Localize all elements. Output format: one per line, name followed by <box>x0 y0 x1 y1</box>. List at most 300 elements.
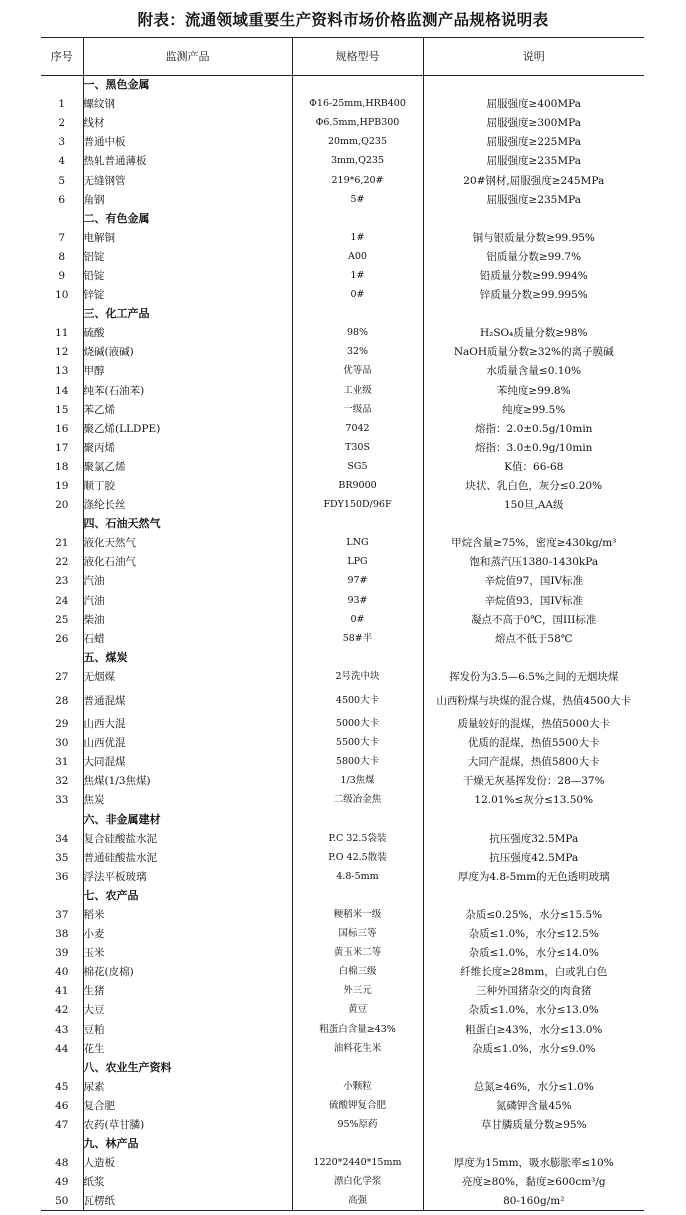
product-name: 棉花(皮棉) <box>83 963 292 982</box>
row-number: 44 <box>55 1042 69 1055</box>
product-name: 尿素 <box>83 1077 292 1096</box>
section-heading: 三、化工产品 <box>83 305 292 324</box>
product-name: 玉米 <box>83 944 292 963</box>
spec-cell <box>292 1135 423 1154</box>
table-row <box>41 476 644 495</box>
product-name: 锌锭 <box>83 286 292 305</box>
product-name: 汽油 <box>83 572 292 591</box>
row-number: 43 <box>55 1023 69 1036</box>
row-number: 48 <box>55 1157 69 1170</box>
row-number <box>41 886 83 905</box>
table-row <box>41 190 644 209</box>
product-name: 焦炭 <box>83 791 292 810</box>
table-row <box>41 95 644 114</box>
table-row <box>41 848 644 867</box>
table-row <box>41 553 644 572</box>
spec-cell: 粗蛋白含量≥43% <box>292 1020 423 1039</box>
row-number: 24 <box>55 594 69 607</box>
product-name: 柴油 <box>83 610 292 629</box>
product-name: 石蜡 <box>83 629 292 648</box>
spec-cell: 32% <box>292 343 423 362</box>
table-row <box>41 438 644 457</box>
table-row <box>41 1077 644 1096</box>
spec-cell: 5# <box>292 190 423 209</box>
table-body <box>41 76 644 1211</box>
product-name: 角钢 <box>83 190 292 209</box>
description-cell: 杂质≤0.25%，水分≤15.5% <box>423 905 644 924</box>
row-number: 50 <box>41 1192 83 1211</box>
spec-cell: BR9000 <box>292 476 423 495</box>
row-number <box>41 76 83 95</box>
section-heading: 八、农业生产资料 <box>83 1058 292 1077</box>
description-cell: 杂质≤1.0%，水分≤14.0% <box>423 944 644 963</box>
row-number <box>41 515 83 534</box>
header-description: 说明 <box>423 38 644 76</box>
row-number: 42 <box>55 1004 69 1017</box>
product-name: 普通中板 <box>83 133 292 152</box>
product-name: 花生 <box>83 1039 292 1058</box>
table-row <box>41 419 644 438</box>
table-row <box>41 753 644 772</box>
spec-cell: 1/3焦煤 <box>292 772 423 791</box>
product-name: 聚丙烯 <box>83 438 292 457</box>
row-number: 46 <box>55 1099 69 1112</box>
table-row <box>41 610 644 629</box>
table-row <box>41 1115 644 1134</box>
description-cell <box>423 515 644 534</box>
row-number: 10 <box>55 289 69 302</box>
spec-cell: 20mm,Q235 <box>292 133 423 152</box>
description-cell: 屈服强度≥235MPa <box>423 152 644 171</box>
description-cell: 铜与银质量分数≥99.95% <box>423 228 644 247</box>
description-cell: 干燥无灰基挥发份：28—37% <box>423 772 644 791</box>
spec-cell: 工业级 <box>292 381 423 400</box>
description-cell <box>423 209 644 228</box>
description-cell: 150旦,AA级 <box>423 496 644 515</box>
description-cell: 铝质量分数≥99.7% <box>423 247 644 266</box>
row-number: 49 <box>55 1176 69 1189</box>
table-row <box>41 905 644 924</box>
description-cell: 12.01%≤灰分≤13.50% <box>423 791 644 810</box>
spec-cell: LPG <box>292 553 423 572</box>
product-name: 涤纶长丝 <box>83 496 292 515</box>
row-number: 38 <box>55 928 69 941</box>
description-cell: 铅质量分数≥99.994% <box>423 266 644 285</box>
description-cell: 苯纯度≥99.8% <box>423 381 644 400</box>
spec-cell: 5800大卡 <box>292 753 423 772</box>
row-number: 4 <box>58 155 66 168</box>
description-cell: 辛烷值93，国IV标准 <box>423 591 644 610</box>
row-number: 1 <box>58 98 66 111</box>
spec-cell: 优等品 <box>292 362 423 381</box>
table-row <box>41 829 644 848</box>
page-title: 附表：流通领域重要生产资料市场价格监测产品规格说明表 <box>137 11 549 29</box>
description-cell: 挥发份为3.5—6.5%之间的无烟块煤 <box>423 667 644 686</box>
spec-cell: 3mm,Q235 <box>292 152 423 171</box>
product-name: 顺丁胶 <box>83 476 292 495</box>
product-name: 大豆 <box>83 1001 292 1020</box>
product-name: 苯乙烯 <box>83 400 292 419</box>
product-name: 农药(草甘膦) <box>83 1115 292 1134</box>
spec-cell: 粳稻米一级 <box>292 905 423 924</box>
product-name: 烧碱(液碱) <box>83 343 292 362</box>
row-number: 16 <box>55 422 69 435</box>
spec-cell: 219*6,20# <box>292 171 423 190</box>
row-number: 45 <box>55 1080 69 1093</box>
table-row <box>41 944 644 963</box>
row-number: 7 <box>58 231 66 244</box>
spec-cell: LNG <box>292 534 423 553</box>
table-row <box>41 925 644 944</box>
table-row <box>41 400 644 419</box>
description-cell: 熔点不低于58℃ <box>423 629 644 648</box>
product-name: 豆粕 <box>83 1020 292 1039</box>
table-row <box>41 963 644 982</box>
description-cell <box>423 886 644 905</box>
description-cell: 氮磷钾含量45% <box>423 1096 644 1115</box>
row-number <box>41 1135 83 1154</box>
spec-cell <box>292 648 423 667</box>
row-number <box>41 648 83 667</box>
product-name: 纯苯(石油苯) <box>83 381 292 400</box>
table-row <box>41 629 644 648</box>
description-cell: 屈服强度≥400MPa <box>423 95 644 114</box>
table-row <box>41 1020 644 1039</box>
table-row <box>41 591 644 610</box>
product-name: 瓦楞纸 <box>83 1192 292 1211</box>
product-name: 线材 <box>83 114 292 133</box>
section-row <box>41 648 644 667</box>
section-heading: 四、石油天然气 <box>83 515 292 534</box>
description-cell <box>423 1058 644 1077</box>
table-row <box>41 772 644 791</box>
description-cell: 山西粉煤与块煤的混合煤，热值4500大卡 <box>423 687 644 715</box>
description-cell: 熔指：2.0±0.5g/10min <box>423 419 644 438</box>
section-row <box>41 515 644 534</box>
description-cell <box>423 1135 644 1154</box>
spec-cell: 1# <box>292 228 423 247</box>
row-number <box>41 305 83 324</box>
table-row <box>41 867 644 886</box>
row-number: 8 <box>58 250 66 263</box>
spec-cell: 1220*2440*15mm <box>292 1154 423 1173</box>
table-row <box>41 1154 644 1173</box>
row-number: 29 <box>55 718 69 731</box>
description-cell: 屈服强度≥225MPa <box>423 133 644 152</box>
row-number: 33 <box>55 794 69 807</box>
spec-cell: 高强 <box>292 1192 423 1211</box>
row-number: 15 <box>55 403 69 416</box>
product-name: 焦煤(1/3焦煤) <box>83 772 292 791</box>
spec-cell: A00 <box>292 247 423 266</box>
description-cell: 亮度≥80%，黏度≥600cm³/g <box>423 1173 644 1192</box>
description-cell: 厚度为15mm，吸水膨胀率≤10% <box>423 1154 644 1173</box>
description-cell: 80-160g/m² <box>423 1192 644 1211</box>
spec-cell: SG5 <box>292 457 423 476</box>
spec-cell <box>292 209 423 228</box>
row-number <box>41 209 83 228</box>
header-no: 序号 <box>41 38 83 76</box>
table-row <box>41 687 644 715</box>
row-number: 37 <box>55 908 69 921</box>
section-heading: 二、有色金属 <box>83 209 292 228</box>
description-cell: 辛烷值97，国IV标准 <box>423 572 644 591</box>
product-name: 甲醇 <box>83 362 292 381</box>
spec-cell: 0# <box>292 610 423 629</box>
product-name: 热轧普通薄板 <box>83 152 292 171</box>
table-row <box>41 572 644 591</box>
row-number: 5 <box>58 174 66 187</box>
product-name: 浮法平板玻璃 <box>83 867 292 886</box>
row-number: 22 <box>55 556 69 569</box>
table-row <box>41 133 644 152</box>
spec-cell <box>292 810 423 829</box>
spec-cell: 1# <box>292 266 423 285</box>
header-product: 监测产品 <box>83 38 292 76</box>
row-number: 3 <box>58 136 66 149</box>
description-cell: 20#钢材,屈服强度≥245MPa <box>423 171 644 190</box>
row-number: 20 <box>55 499 69 512</box>
row-number: 34 <box>55 832 69 845</box>
table-row <box>41 982 644 1001</box>
spec-cell: 95%原药 <box>292 1115 423 1134</box>
row-number: 11 <box>55 327 69 340</box>
table-row <box>41 1001 644 1020</box>
table-row <box>41 496 644 515</box>
description-cell: 草甘膦质量分数≥95% <box>423 1115 644 1134</box>
product-name: 复合硅酸盐水泥 <box>83 829 292 848</box>
spec-cell <box>292 886 423 905</box>
product-name: 无缝钢管 <box>83 171 292 190</box>
product-name: 普通混煤 <box>83 687 292 715</box>
spec-cell: 漂白化学浆 <box>292 1173 423 1192</box>
product-name: 聚乙烯(LLDPE) <box>83 419 292 438</box>
description-cell: 凝点不高于0℃，国III标准 <box>423 610 644 629</box>
spec-cell <box>292 76 423 95</box>
spec-cell: 外三元 <box>292 982 423 1001</box>
row-number: 27 <box>55 670 69 683</box>
table-row <box>41 362 644 381</box>
spec-cell: 0# <box>292 286 423 305</box>
spec-cell: 黄豆 <box>292 1001 423 1020</box>
description-cell: 粗蛋白≥43%，水分≤13.0% <box>423 1020 644 1039</box>
table-row <box>41 228 644 247</box>
row-number: 9 <box>58 269 66 282</box>
product-name: 电解铜 <box>83 228 292 247</box>
row-number: 19 <box>55 480 69 493</box>
row-number: 25 <box>55 613 69 626</box>
table-row <box>41 266 644 285</box>
product-name: 稻米 <box>83 905 292 924</box>
table-row <box>41 791 644 810</box>
row-number: 23 <box>55 575 69 588</box>
spec-cell: 5000大卡 <box>292 715 423 734</box>
row-number: 35 <box>55 851 69 864</box>
row-number: 30 <box>55 737 69 750</box>
section-heading: 一、黑色金属 <box>83 76 292 95</box>
spec-table <box>41 37 644 1211</box>
table-row <box>41 1039 644 1058</box>
spec-cell: 黄玉米二等 <box>292 944 423 963</box>
section-row <box>41 810 644 829</box>
product-name: 生猪 <box>83 982 292 1001</box>
product-name: 纸浆 <box>83 1173 292 1192</box>
section-row <box>41 886 644 905</box>
description-cell: 总氮≥46%，水分≤1.0% <box>423 1077 644 1096</box>
description-cell: 杂质≤1.0%，水分≤9.0% <box>423 1039 644 1058</box>
product-name: 普通硅酸盐水泥 <box>83 848 292 867</box>
row-number: 17 <box>55 441 69 454</box>
spec-cell: Φ6.5mm,HPB300 <box>292 114 423 133</box>
description-cell: 三种外国猪杂交的肉食猪 <box>423 982 644 1001</box>
spec-cell: FDY150D/96F <box>292 496 423 515</box>
description-cell: 块状、乳白色，灰分≤0.20% <box>423 476 644 495</box>
product-name: 人造板 <box>83 1154 292 1173</box>
spec-cell: P.C 32.5袋装 <box>292 829 423 848</box>
spec-cell: 93# <box>292 591 423 610</box>
spec-cell: 白棉三级 <box>292 963 423 982</box>
spec-cell: 2号洗中块 <box>292 667 423 686</box>
section-row <box>41 305 644 324</box>
description-cell: K值：66-68 <box>423 457 644 476</box>
row-number: 32 <box>55 775 69 788</box>
spec-cell: 4.8-5mm <box>292 867 423 886</box>
description-cell: 抗压强度32.5MPa <box>423 829 644 848</box>
description-cell: 抗压强度42.5MPa <box>423 848 644 867</box>
table-row <box>41 152 644 171</box>
table-row <box>41 1192 644 1211</box>
row-number: 21 <box>55 537 69 550</box>
description-cell: NaOH质量分数≥32%的离子膜碱 <box>423 343 644 362</box>
product-name: 大同混煤 <box>83 753 292 772</box>
row-number: 40 <box>55 966 69 979</box>
description-cell: 杂质≤1.0%，水分≤13.0% <box>423 1001 644 1020</box>
description-cell: 杂质≤1.0%，水分≤12.5% <box>423 925 644 944</box>
section-heading: 九、林产品 <box>83 1135 292 1154</box>
spec-cell: 4500大卡 <box>292 687 423 715</box>
description-cell: 屈服强度≥235MPa <box>423 190 644 209</box>
spec-cell: 97# <box>292 572 423 591</box>
table-row <box>41 734 644 753</box>
row-number: 13 <box>55 365 69 378</box>
row-number: 2 <box>58 117 66 130</box>
product-name: 螺纹钢 <box>83 95 292 114</box>
product-name: 液化石油气 <box>83 553 292 572</box>
header-spec: 规格型号 <box>292 38 423 76</box>
spec-cell: 58#半 <box>292 629 423 648</box>
row-number: 47 <box>55 1119 69 1132</box>
product-name: 小麦 <box>83 925 292 944</box>
table-row <box>41 171 644 190</box>
description-cell: 锌质量分数≥99.995% <box>423 286 644 305</box>
table-row <box>41 715 644 734</box>
table-row <box>41 286 644 305</box>
description-cell <box>423 810 644 829</box>
product-name: 山西大混 <box>83 715 292 734</box>
product-name: 铝锭 <box>83 247 292 266</box>
spec-cell: 油料花生米 <box>292 1039 423 1058</box>
product-name: 山西优混 <box>83 734 292 753</box>
section-row <box>41 1058 644 1077</box>
spec-cell: 硫酸钾复合肥 <box>292 1096 423 1115</box>
row-number: 39 <box>55 947 69 960</box>
section-row <box>41 209 644 228</box>
description-cell: 水质量含量≤0.10% <box>423 362 644 381</box>
spec-cell: T30S <box>292 438 423 457</box>
description-cell: 厚度为4.8-5mm的无色透明玻璃 <box>423 867 644 886</box>
table-row <box>41 381 644 400</box>
table-row <box>41 343 644 362</box>
description-cell: 优质的混煤，热值5500大卡 <box>423 734 644 753</box>
section-row <box>41 76 644 95</box>
spec-cell: P.O 42.5散装 <box>292 848 423 867</box>
product-name: 硫酸 <box>83 324 292 343</box>
description-cell <box>423 76 644 95</box>
table-row <box>41 534 644 553</box>
description-cell: 屈服强度≥300MPa <box>423 114 644 133</box>
description-cell: 大同产混煤，热值5800大卡 <box>423 753 644 772</box>
section-row <box>41 1135 644 1154</box>
table-row <box>41 247 644 266</box>
row-number: 12 <box>55 346 69 359</box>
product-name: 液化天然气 <box>83 534 292 553</box>
spec-cell: Φ16-25mm,HRB400 <box>292 95 423 114</box>
description-cell: 纯度≥99.5% <box>423 400 644 419</box>
section-heading: 六、非金属建材 <box>83 810 292 829</box>
spec-cell: 国标三等 <box>292 925 423 944</box>
row-number: 26 <box>55 632 69 645</box>
row-number: 31 <box>55 756 69 769</box>
product-name: 无烟煤 <box>83 667 292 686</box>
table-row <box>41 1173 644 1192</box>
product-name: 复合肥 <box>83 1096 292 1115</box>
product-name: 聚氯乙烯 <box>83 457 292 476</box>
spec-cell: 小颗粒 <box>292 1077 423 1096</box>
row-number: 14 <box>55 384 69 397</box>
row-number: 28 <box>55 694 69 707</box>
table-header-row <box>41 38 644 76</box>
table-row <box>41 457 644 476</box>
row-number: 41 <box>55 985 69 998</box>
description-cell <box>423 648 644 667</box>
spec-cell <box>292 305 423 324</box>
description-cell: 饱和蒸汽压1380-1430kPa <box>423 553 644 572</box>
section-heading: 七、农产品 <box>83 886 292 905</box>
spec-cell: 98% <box>292 324 423 343</box>
spec-cell: 5500大卡 <box>292 734 423 753</box>
description-cell: 质量较好的混煤，热值5000大卡 <box>423 715 644 734</box>
description-cell: 甲烷含量≥75%，密度≥430kg/m³ <box>423 534 644 553</box>
row-number: 18 <box>55 460 69 473</box>
row-number: 6 <box>58 193 66 206</box>
table-row <box>41 114 644 133</box>
table-row <box>41 667 644 686</box>
row-number <box>41 810 83 829</box>
row-number <box>41 1058 83 1077</box>
table-row <box>41 324 644 343</box>
section-heading: 五、煤炭 <box>83 648 292 667</box>
spec-cell: 一级品 <box>292 400 423 419</box>
description-cell: 熔指：3.0±0.9g/10min <box>423 438 644 457</box>
table-row <box>41 1096 644 1115</box>
spec-cell: 7042 <box>292 419 423 438</box>
spec-cell: 二级冶金焦 <box>292 791 423 810</box>
product-name: 铅锭 <box>83 266 292 285</box>
row-number: 36 <box>55 870 69 883</box>
spec-cell <box>292 1058 423 1077</box>
description-cell: H₂SO₄质量分数≥98% <box>423 324 644 343</box>
spec-cell <box>292 515 423 534</box>
